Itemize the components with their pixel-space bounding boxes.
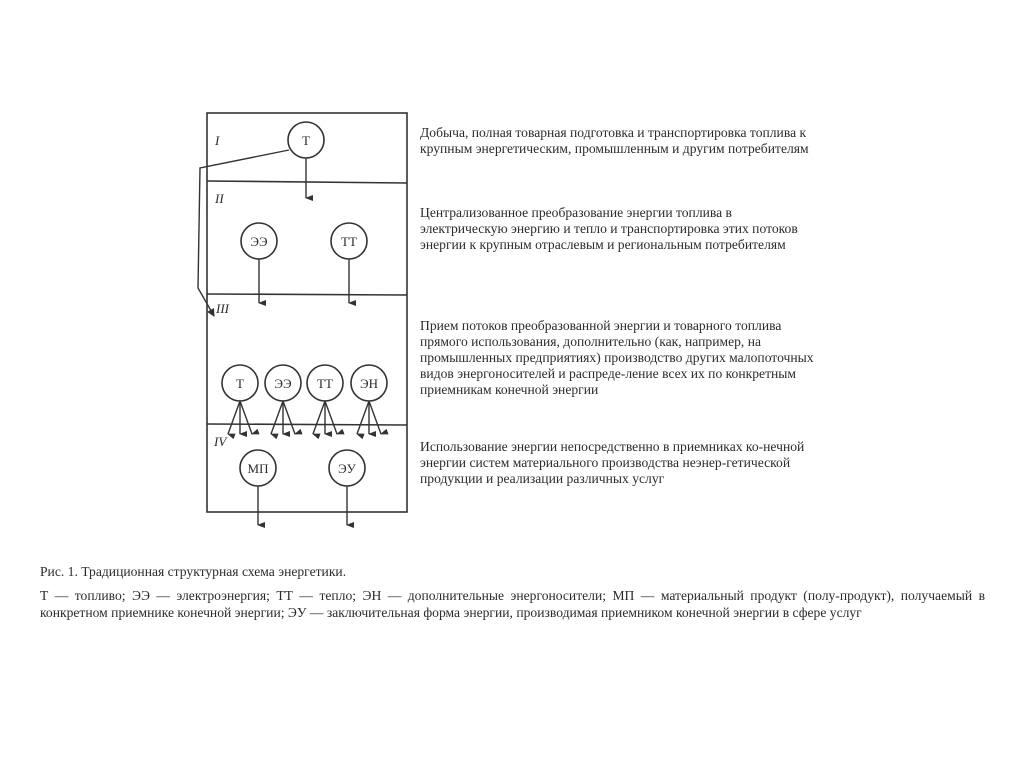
- node-label: ТТ: [317, 376, 333, 391]
- arrow-fan-3-3: [325, 401, 337, 434]
- level-divider-1-2: [207, 181, 407, 183]
- arrow-fan-4-1: [357, 401, 369, 434]
- level-4-description: Использование энергии непосредственно в приемниках ко-нечной энергии систем материального производства неэнер-гетической продукции и реализации различных услуг: [420, 439, 805, 486]
- arrow-fan-4-3: [369, 401, 381, 434]
- level-4-roman-label: IV: [214, 434, 227, 449]
- node-label: Т: [302, 133, 310, 148]
- node-3-3: [307, 365, 343, 401]
- diagram-frame: [207, 113, 407, 512]
- level-3-roman-label: III: [216, 301, 229, 316]
- node-label: ТТ: [341, 234, 357, 249]
- node-4-2: [329, 450, 365, 486]
- node-label: ЭЭ: [274, 376, 292, 391]
- arrow-fan-1-1: [228, 401, 240, 434]
- node-label: Т: [236, 376, 244, 391]
- level-1-roman-label: I: [215, 133, 220, 148]
- arrow-fan-3-1: [313, 401, 325, 434]
- node-2-1: [241, 223, 277, 259]
- node-label: МП: [247, 461, 269, 476]
- node-label: ЭН: [360, 376, 378, 391]
- level-2-roman-label: II: [215, 191, 224, 206]
- node-4-1: [240, 450, 276, 486]
- node-3-4: [351, 365, 387, 401]
- level-3-description: Прием потоков преобразованной энергии и товарного топлива прямого использования, дополнительно (как, например, на промышленных предприятиях) производство других малопоточных видов энергоносителей и распреде-ление всех их по конкретным приемникам конечной энергии: [420, 318, 814, 397]
- level-2-description: Централизованное преобразование энергии топлива в электрическую энергию и тепло и транспортировка этих потоков энергии к крупным отраслевым и региональным потребителям: [420, 205, 798, 252]
- node-3-1: [222, 365, 258, 401]
- figure-caption: Рис. 1. Традиционная структурная схема энергетики.: [40, 564, 347, 579]
- arrow-fan-1-3: [240, 401, 252, 434]
- figure-legend: Т — топливо; ЭЭ — электроэнергия; ТТ — тепло; ЭН — дополнительные энергоносители; МП — материальный продукт (полу-продукт), получаемый в конкретном приемнике конечной энергии; ЭУ — заключительная форма энергии, производимая приемником конечной энергии в сфере услуг: [40, 588, 985, 620]
- node-1-1: [288, 122, 324, 158]
- node-label: ЭЭ: [250, 234, 268, 249]
- arrow-fan-2-3: [283, 401, 295, 434]
- node-3-2: [265, 365, 301, 401]
- node-label: ЭУ: [338, 461, 356, 476]
- arrow-fan-2-1: [271, 401, 283, 434]
- node-2-2: [331, 223, 367, 259]
- level-1-description: Добыча, полная товарная подготовка и транспортировка топлива к крупным энергетическим, промышленным и другим потребителям: [420, 125, 809, 156]
- level-divider-2-3: [207, 294, 407, 295]
